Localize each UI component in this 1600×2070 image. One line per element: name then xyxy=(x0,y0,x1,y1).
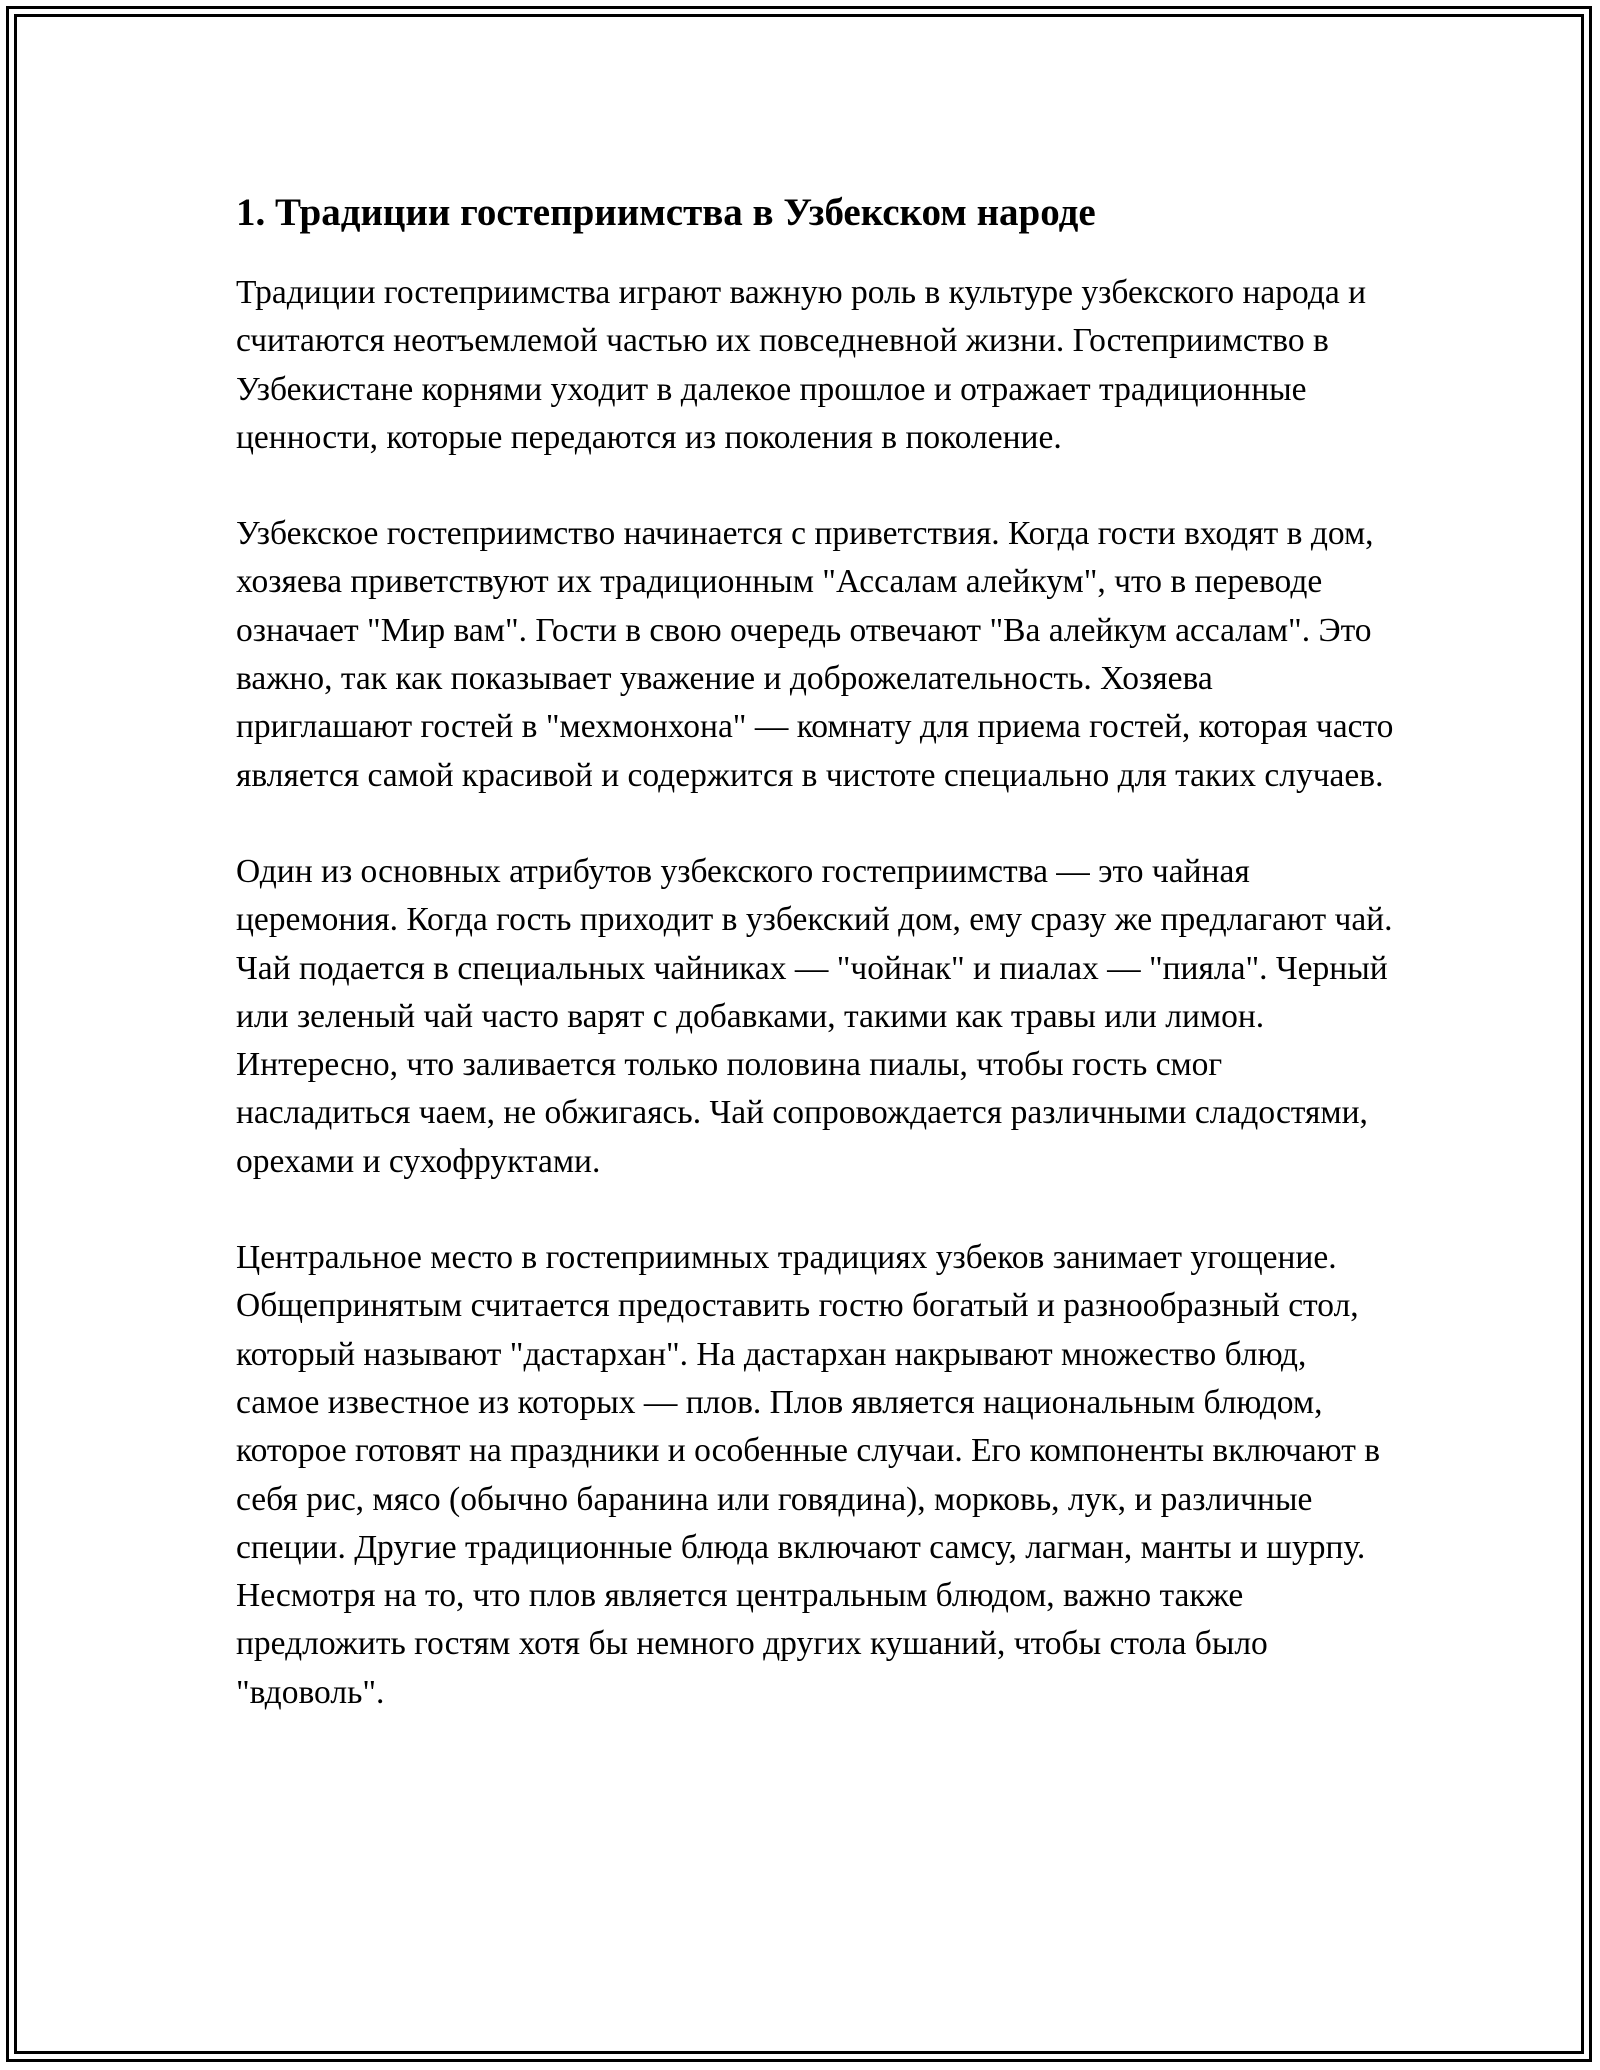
paragraph-greeting: Узбекское гостеприимство начинается с приветствия. Когда гости входят в дом, хозяева приветствуют их традиционным "Ассалам алейкум", что в переводе означает "Мир вам". Гости в свою очередь отвечают "Ва алейкум ассалам". Это важно, так как показывает уважение и доброжелательность. Хозяева приглашают гостей в "мехмонхона" — комнату для приема гостей, которая часто является самой красивой и содержится в чистоте специально для таких случаев. xyxy=(236,515,1394,794)
paragraph-dastarkhan: Центральное место в гостеприимных традициях узбеков занимает угощение. Общепринятым считается предоставить гостю богатый и разнообразный стол, который называют "дастархан". На дастархан накрывают множество блюд, самое известное из которых — плов. Плов является национальным блюдом, которое готовят на праздники и особенные случаи. Его компоненты включают в себя рис, мясо (обычно баранина или говядина), морковь, лук, и различные специи. Другие традиционные блюда включают самсу, лагман, манты и шурпу. Несмотря на то, что плов является центральным блюдом, важно также предложить гостям хотя бы немного других кушаний, чтобы стола было "вдоволь". xyxy=(236,1239,1381,1711)
paragraph-tea-ceremony: Один из основных атрибутов узбекского гостеприимства — это чайная церемония. Когда гость приходит в узбекский дом, ему сразу же предлагают чай. Чай подается в специальных чайниках — "чойнак" и пиалах — "пияла". Черный или зеленый чай часто варят с добавками, такими как травы или лимон. Интересно, что заливается только половина пиалы, чтобы гость смог насладиться чаем, не обжигаясь. Чай сопровождается различными сладостями, орехами и сухофруктами. xyxy=(236,852,1393,1180)
document-body xyxy=(236,183,1396,1765)
section-heading: 1. Традиции гостеприимства в Узбекском народе xyxy=(236,191,1096,234)
paragraph-intro: Традиции гостеприимства играют важную роль в культуре узбекского народа и считаются неотъемлемой частью их повседневной жизни. Гостеприимство в Узбекистане корнями уходит в далекое прошлое и отражает традиционные ценности, которые передаются из поколения в поколение. xyxy=(236,274,1367,456)
